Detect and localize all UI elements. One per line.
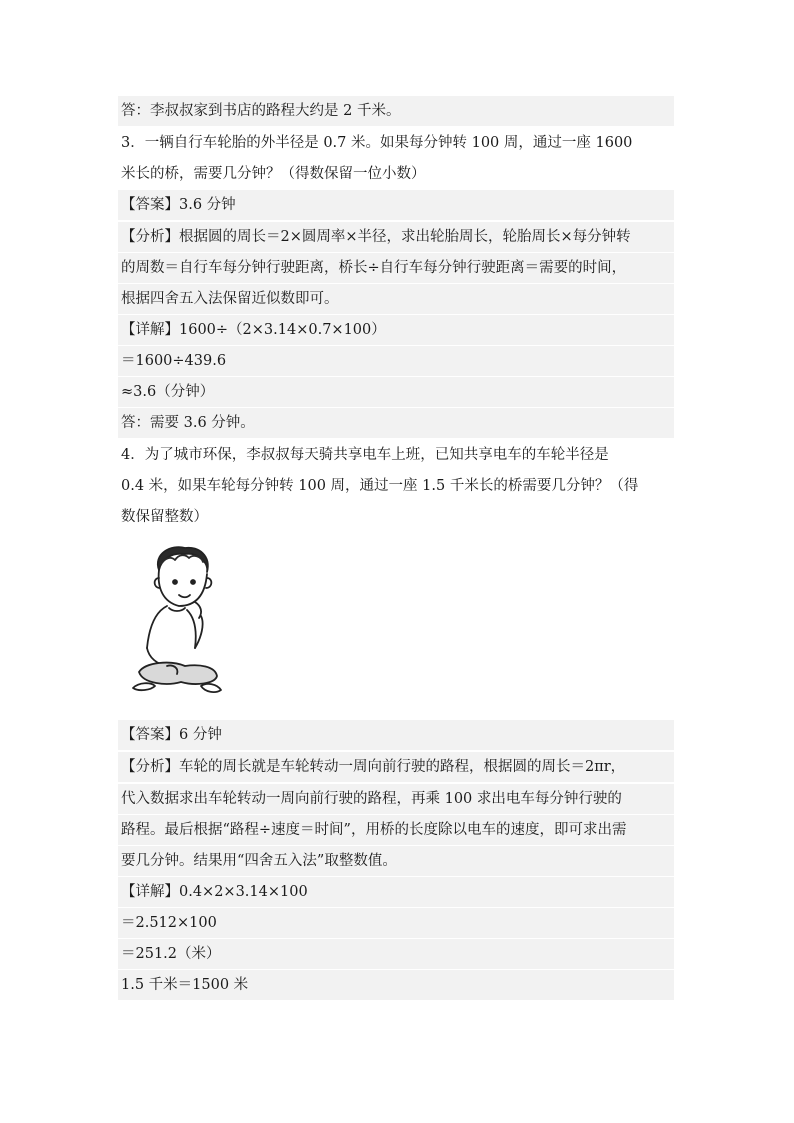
q4-detail-line-3: ＝251.2（米）: [118, 939, 674, 969]
question-4-line-3: 数保留整数）: [121, 509, 208, 525]
q3-answer: 【答案】3.6 分钟: [118, 190, 674, 220]
q4-analysis-line-2: 代入数据求出车轮转动一周向前行驶的路程，再乘 100 求出电车每分钟行驶的: [118, 784, 674, 814]
boy-sitting-illustration: [125, 540, 225, 708]
q3-analysis-line-1: 【分析】根据圆的周长＝2×圆周率×半径，求出轮胎周长，轮胎周长×每分钟转: [118, 222, 674, 252]
q4-analysis-line-3: 路程。最后根据“路程÷速度＝时间”，用桥的长度除以电车的速度，即可求出需: [118, 815, 674, 845]
q3-detail-line-4: 答：需要 3.6 分钟。: [118, 408, 674, 438]
q4-detail-line-2: ＝2.512×100: [118, 908, 674, 938]
q3-analysis-line-3: 根据四舍五入法保留近似数即可。: [118, 284, 674, 314]
q4-analysis-line-1: 【分析】车轮的周长就是车轮转动一周向前行驶的路程，根据圆的周长＝2πr，: [118, 752, 674, 782]
q4-detail-line-1: 【详解】0.4×2×3.14×100: [118, 877, 674, 907]
q4-analysis-line-4: 要几分钟。结果用“四舍五入法”取整数值。: [118, 846, 674, 876]
q4-answer: 【答案】6 分钟: [118, 720, 674, 750]
q3-analysis-line-2: 的周数＝自行车每分钟行驶距离，桥长÷自行车每分钟行驶距离＝需要的时间，: [118, 253, 674, 283]
q4-detail-line-4: 1.5 千米＝1500 米: [118, 970, 674, 1000]
question-4-line-1: 4．为了城市环保，李叔叔每天骑共享电车上班，已知共享电车的车轮半径是: [121, 447, 609, 463]
question-4-line-2: 0.4 米，如果车轮每分钟转 100 周，通过一座 1.5 千米长的桥需要几分钟？（得: [121, 478, 639, 494]
q3-detail-line-3: ≈3.6（分钟）: [118, 377, 674, 407]
q3-detail-line-2: ＝1600÷439.6: [118, 346, 674, 376]
q3-detail-line-1: 【详解】1600÷（2×3.14×0.7×100）: [118, 315, 674, 345]
question-3-line-2: 米长的桥，需要几分钟？（得数保留一位小数）: [121, 166, 426, 182]
question-3-line-1: 3．一辆自行车轮胎的外半径是 0.7 米。如果每分钟转 100 周，通过一座 1600: [121, 135, 633, 151]
previous-answer: 答：李叔叔家到书店的路程大约是 2 千米。: [118, 96, 674, 126]
